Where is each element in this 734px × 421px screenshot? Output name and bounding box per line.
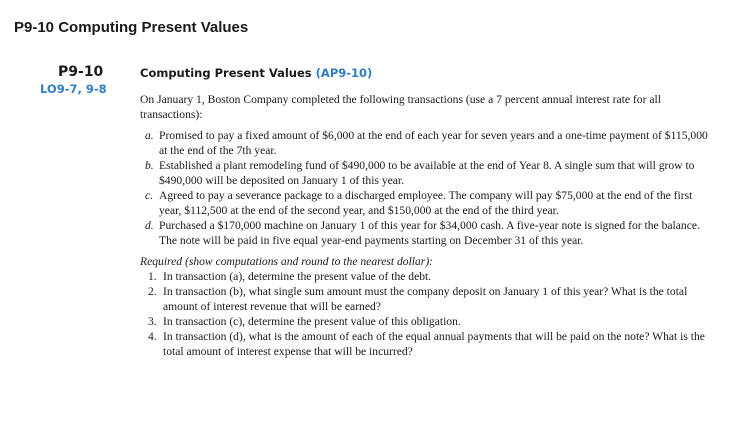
transaction-letter: a. xyxy=(145,129,154,142)
problem-body xyxy=(140,92,712,359)
transaction-item xyxy=(140,128,712,158)
requirement-item xyxy=(140,314,712,329)
problem-title xyxy=(140,66,372,80)
requirement-text: In transaction (b), what single sum amount must the company deposit on January 1 of this year? What is the total amount of interest revenue that will be earned? xyxy=(163,285,688,313)
requirement-list xyxy=(140,269,712,359)
problem-title-text: Computing Present Values xyxy=(140,66,312,80)
transaction-item xyxy=(140,218,712,248)
requirement-text: In transaction (c), determine the present value of this obligation. xyxy=(163,315,461,328)
requirement-number: 4. xyxy=(148,330,157,343)
transaction-text: Promised to pay a fixed amount of $6,000 at the end of each year for seven years and a one-time payment of $115,000 at the end of the 7th year. xyxy=(159,129,708,157)
requirement-text: In transaction (d), what is the amount of each of the equal annual payments that will be paid on the note? What is the total amount of interest expense that will be incurred? xyxy=(163,330,705,358)
transaction-letter: b. xyxy=(145,159,154,172)
transaction-text: Purchased a $170,000 machine on January 1 of this year for $34,000 cash. A five-year note is signed for the balance. The note will be paid in five equal year-end payments starting on December 31 of this year. xyxy=(159,219,700,247)
transaction-letter: c. xyxy=(145,189,154,202)
problem-number: P9-10 xyxy=(58,64,104,80)
transaction-text: Established a plant remodeling fund of $490,000 to be available at the end of Year 8. A single sum that will grow to $490,000 will be deposited on January 1 of this year. xyxy=(159,159,695,187)
required-label: Required (show computations and round to the nearest dollar): xyxy=(140,255,434,268)
transaction-list xyxy=(140,128,712,248)
transaction-item xyxy=(140,188,712,218)
page-heading: P9-10 Computing Present Values xyxy=(14,19,249,36)
intro-paragraph: On January 1, Boston Company completed the following transactions (use a 7 percent annual interest rate for all transactions): xyxy=(140,93,661,121)
transaction-item xyxy=(140,158,712,188)
transaction-letter: d. xyxy=(145,219,154,232)
requirement-item xyxy=(140,284,712,314)
learning-objectives: LO9-7, 9-8 xyxy=(40,82,107,96)
requirement-item xyxy=(140,269,712,284)
requirement-number: 2. xyxy=(148,285,157,298)
requirement-text: In transaction (a), determine the present value of the debt. xyxy=(163,270,432,283)
transaction-text: Agreed to pay a severance package to a discharged employee. The company will pay $75,000 at the end of the first year, $112,500 at the end of the second year, and $150,000 at the end of the third year. xyxy=(159,189,693,217)
requirement-item xyxy=(140,329,712,359)
alternate-problem-ref: (AP9-10) xyxy=(315,66,373,80)
requirement-number: 1. xyxy=(148,270,157,283)
requirement-number: 3. xyxy=(148,315,157,328)
